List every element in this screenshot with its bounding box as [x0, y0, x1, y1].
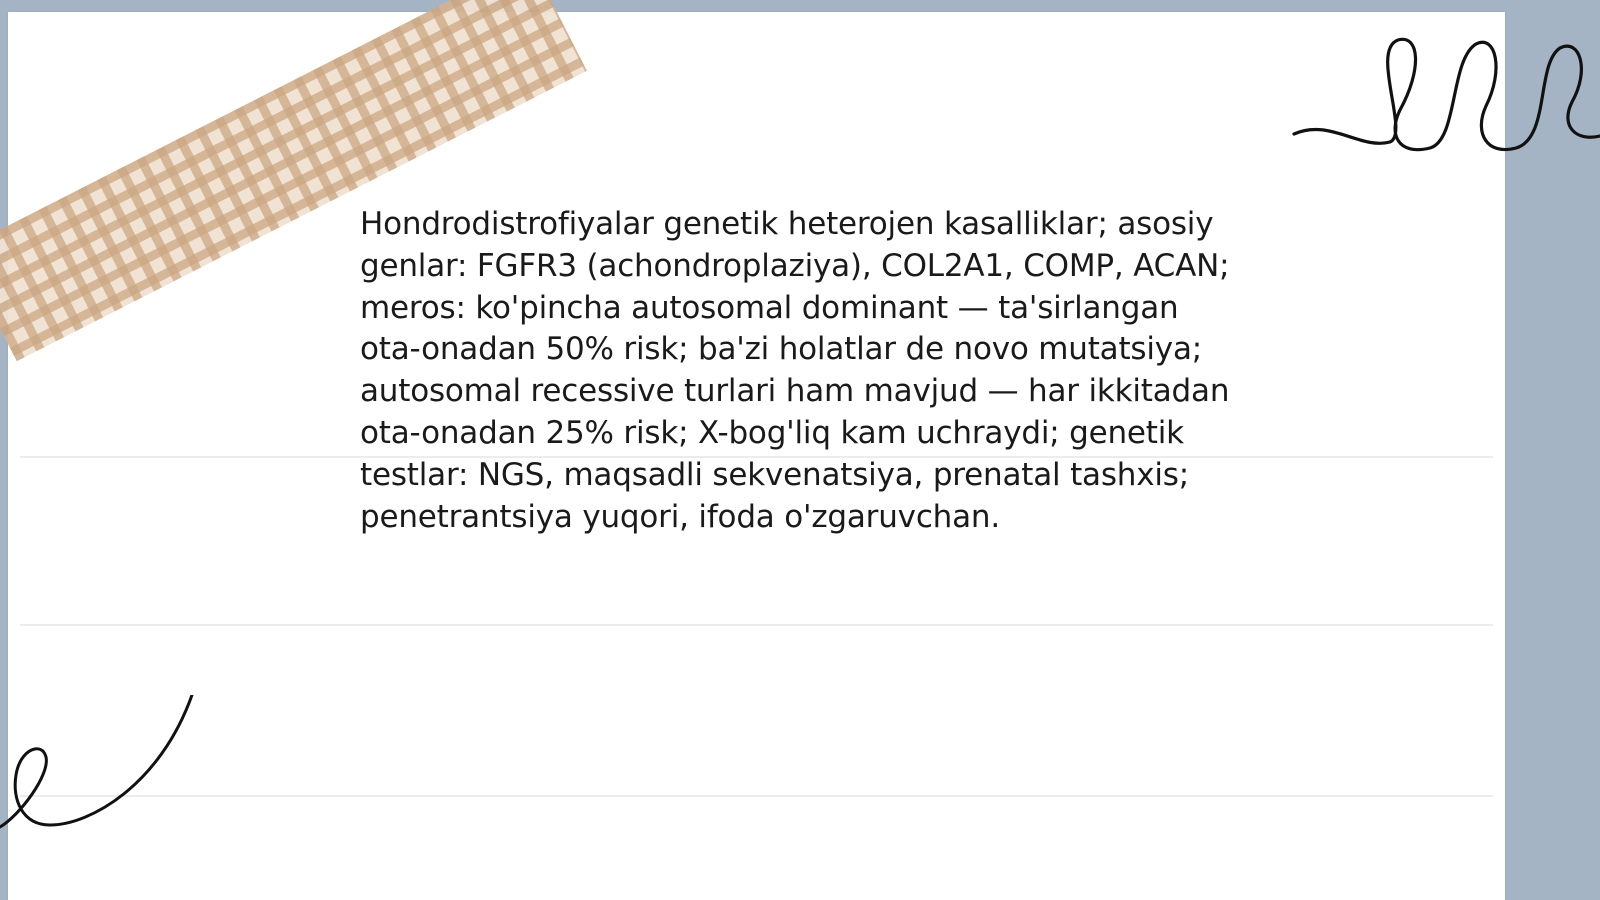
hand-drawn-tick-icon — [0, 695, 200, 855]
loop-squiggle-icon — [1290, 30, 1600, 170]
slide-body-text: Hondrodistrofiyalar genetik heterojen kasalliklar; asosiy genlar: FGFR3 (achondroplaziya), COL2A1, COMP, ACAN; meros: ko'pincha autosomal dominant — ta'sirlangan ota-onadan 50% risk; ba'zi holatlar de novo mutatsiya; autosomal recessive turlari ham mavjud — har ikkitadan ota-onadan 25% risk; X-bog'liq kam uchraydi; genetik testlar: NGS, maqsadli sekvenatsiya, prenatal tashxis; penetrantsiya yuqori, ifoda o'zgaruvchan. — [360, 206, 1230, 535]
paper-rule-line — [20, 795, 1493, 797]
paper-rule-line — [20, 624, 1493, 626]
